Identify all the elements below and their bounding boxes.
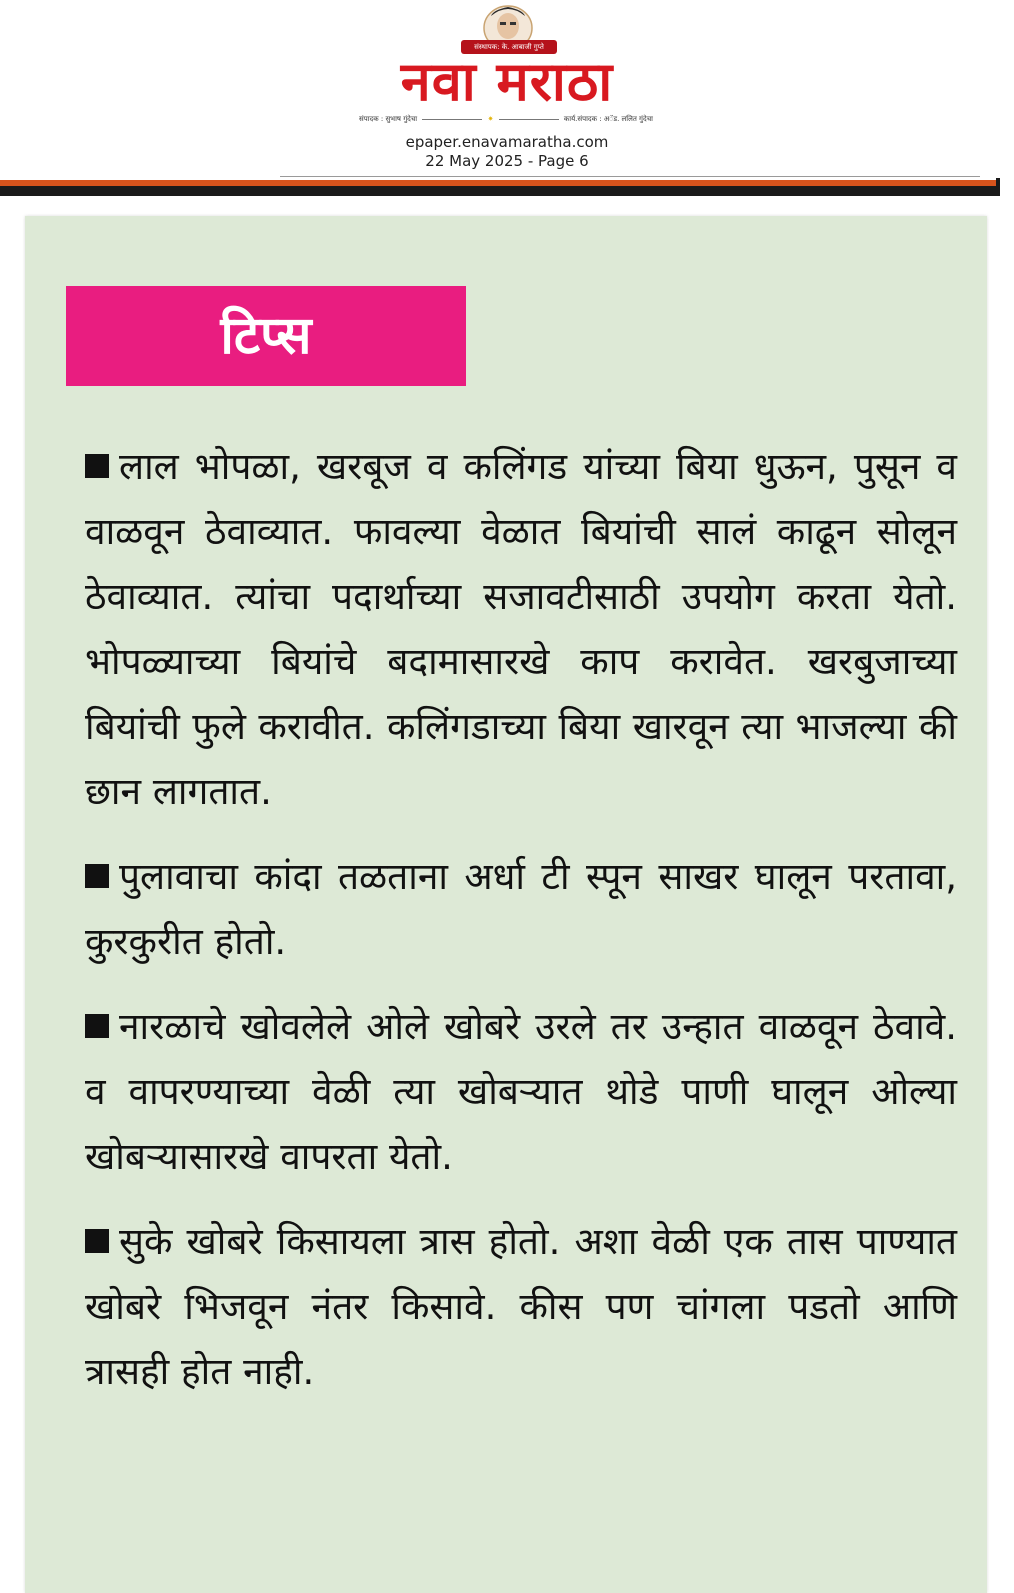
square-bullet-icon — [85, 864, 109, 888]
newspaper-logo: नवा मराठा — [400, 52, 614, 112]
header-band-dark — [0, 186, 1000, 196]
editor-left: संपादक : सुभाष गुंदेचा — [359, 115, 418, 123]
tip-item — [85, 434, 957, 824]
tip-text: लाल भोपळा, खरबूज व कलिंगड यांच्या बिया धुऊन, पुसून व वाळवून ठेवाव्यात. फावल्या वेळात बियांची सालं काढून सोलून ठेवाव्यात. त्यांचा पदार्थाच्या सजावटीसाठी उपयोग करता येतो. भोपळ्याच्या बियांचे बदामासारखे काप करावेत. खरबुजाच्या बियांची फुले करावीत. कलिंगडाच्या बिया खारवून त्या भाजल्या की छान लागतात. — [85, 445, 957, 813]
tips-article — [25, 216, 987, 1593]
page-date: 22 May 2025 - Page 6 — [425, 152, 589, 170]
tip-text: सुके खोबरे किसायला त्रास होतो. अशा वेळी एक तास पाण्यात खोबरे भिजवून नंतर किसावे. कीस पण चांगला पडतो आणि त्रासही होत नाही. — [85, 1220, 957, 1393]
sun-icon: ✷ — [487, 115, 494, 123]
tip-item — [85, 844, 957, 974]
square-bullet-icon — [85, 454, 109, 478]
square-bullet-icon — [85, 1229, 109, 1253]
editor-line — [356, 112, 656, 126]
editor-rule-left — [422, 119, 482, 120]
founder-ribbon: संस्थापक: के. आबाजी गुप्ते — [461, 40, 557, 54]
tip-text: नारळाचे खोवलेले ओले खोबरे उरले तर उन्हात वाळवून ठेवावे. व वापरण्याच्या वेळी त्या खोबऱ्यात थोडे पाणी घालून ओल्या खोबऱ्यासारखे वापरता येतो. — [85, 1005, 957, 1178]
editor-right: कार्य.संपादक : अॅड. ललित गुंदेचा — [563, 115, 653, 123]
header-rule — [280, 176, 980, 177]
section-title: टिप्स — [220, 306, 312, 366]
tips-list — [85, 434, 957, 1424]
tip-item — [85, 994, 957, 1189]
masthead — [0, 0, 1014, 180]
tip-text: पुलावाचा कांदा तळताना अर्धा टी स्पून साखर घालून परतावा, कुरकुरीत होतो. — [85, 855, 957, 963]
tip-item — [85, 1209, 957, 1404]
section-header-box — [66, 286, 466, 386]
header-band-edge — [996, 178, 1000, 196]
site-url: epaper.enavamaratha.com — [405, 133, 609, 151]
square-bullet-icon — [85, 1014, 109, 1038]
editor-rule-right — [499, 119, 559, 120]
